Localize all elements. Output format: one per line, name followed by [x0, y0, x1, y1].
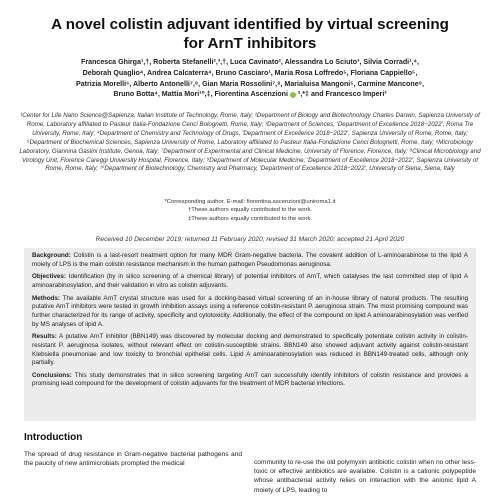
abstract-section-heading: Results: [32, 333, 57, 341]
corresponding-author: *Corresponding author. E-mail: fiorentina.ascenzioni@uniroma1.it [164, 199, 336, 205]
author-line-part: Bruno Botta⁴, Mattia Mori¹⁰,‡, Fiorentina Ascenzioni [113, 90, 288, 99]
abstract-section-text: This study demonstrates that in silico screening targeting ArnT can successfully identify inhibitors of colistin resistance and provides a promising lead compound for the development of colistin adjuvants for the treatment of MDR bacterial infections. [32, 371, 468, 388]
author-line [24, 89, 476, 100]
received-dates: Received 10 December 2019; returned 11 February 2020; revised 31 March 2020; accepted 21 April 2020 [95, 236, 405, 243]
author-line: Francesca Ghirga¹,†, Roberta Stefanelli²,³,†, Luca Cavinato², Alessandra Lo Sciuto³, Silvia Corradi¹,⁴, [81, 58, 419, 66]
orcid-icon[interactable] [290, 92, 296, 98]
equal-contribution-note: †These authors equally contributed to the work. [187, 207, 313, 214]
paper-title: A novel colistin adjuvant identified by virtual screening for ArnT inhibitors [51, 16, 449, 52]
abstract-section-text: Colistin is a last-resort treatment option for many MDR Gram-negative bacteria. The covalent addition of L-aminoarabinose to the lipid A moiety of LPS is the main colistin resistance mechanism in the human pathogen Pseudomonas aeruginosa. [32, 252, 469, 268]
correspondence-block [60, 198, 440, 223]
abstract-box [24, 248, 476, 421]
abstract-conclusions [32, 372, 468, 389]
abstract-section-heading: Background: [32, 252, 71, 259]
intro-paragraph-right: community to re-use the old polymyxin antibiotic colistin when no other less-toxic or effective antibiotics are available. Colistin is a cationic polypeptide whose antibacterial activity relies on interaction with the anionic lipid A moiety of LPS, leading to [254, 459, 476, 494]
abstract-section-text: A putative ArnT inhibitor (BBN149) was discovered by molecular docking and demonstrated to specifically potentiate colistin activity in colistin-resistant P. aeruginosa isolates, without relevant effect on colistin-susceptible strains. BBN149 also showed adjuvant activity against colistin-resistant Klebsiella pneumoniae and low toxicity to bronchial epithelial cells. Lipid A aminoarabinosylation was reduced in BBN149-treated cells, although only partially. [32, 333, 469, 367]
affiliations: ¹Center for Life Nano Science@Sapienza, Italian Institute of Technology, Rome, Italy; ²Department of Biology and Biotechnology Charles Darwin, Sapienza University of Rome, Laboratory affiliated to Pasteur Italia-Fondazione Cenci Bolognetti, Rome, Italy; ³Department of Sciences, 'Department of Excellence 2018−2022', Roma Tre University, Rome, Italy; ⁴Department of Chemistry and Technology of Drugs, 'Department of Excellence 2018−2022', Sapienza University of Rome, Rome, Italy; ⁵Department of Biochemical Sciences, Sapienza University of Rome, Laboratory affiliated to Pasteur Italia-Fondazione Cenci Bolognetti, Rome, Italy; ⁶Microbiology Laboratory, Giannina Gaslini Institute, Genoa, Italy; ⁷Department of Experimental and Clinical Medicine, University of Florence, Florence, Italy; ⁸Clinical Microbiology and Virology Unit, Florence Careggi University Hospital, Florence, Italy; ⁹Department of Molecular Medicine, 'Department of Excellence 2018−2022', Sapienza University of Rome, Rome, Italy; ¹⁰Department of Biotechnology, Chemistry and Pharmacy, 'Department of Excellence 2018−2022', University of Siena, Siena, Italy [19, 112, 481, 173]
abstract-results [32, 333, 468, 367]
author-line-part: ²,*‡ and Francesco Imperi³ [297, 90, 387, 99]
abstract-section-text: Identification (by in silico screening of a chemical library) of potential inhibitors of ArnT, which catalyses the last committed step of lipid A aminoarabinosylation, and their validation in vitro as colistin adjuvants. [32, 273, 469, 289]
equal-contribution-note: ‡These authors equally contributed to the work. [187, 215, 313, 222]
abstract-methods [32, 295, 468, 329]
intro-paragraph-left: The spread of drug resistance in Gram-negative bacterial pathogens and the paucity of new antimicrobials prompted the medical [24, 451, 242, 468]
author-line: Deborah Quaglio⁴, Andrea Calcaterra⁴, Bruno Casciaro¹, Maria Rosa Loffredo⁵, Floriana Cappiello⁵, [82, 68, 418, 77]
abstract-section-heading: Objectives: [32, 273, 66, 281]
section-heading-introduction: Introduction [24, 432, 83, 443]
author-line: Patrizia Morelli⁶, Alberto Antonelli⁷,⁸, Gian Maria Rossolini⁷,⁸, Marialuisa Mangoni⁵, Carmine Mancone⁹, [76, 79, 424, 88]
abstract-section-text: The available ArnT crystal structure was used for a docking-based virtual screening of an in-house library of natural products. The resulting putative ArnT inhibitors were tested in growth inhibition assays using a reference colistin-resistant P. aeruginosa strain. The most promising compound was further characterized for its range of activity, specificity and cytotoxicity. Additionally, the effect of the compound on lipid A aminoarabinosylation was verified by MS analyses of lipid A. [32, 294, 469, 328]
author-list [24, 57, 476, 100]
abstract-section-heading: Methods: [32, 294, 60, 302]
abstract-section-heading: Conclusions: [32, 371, 72, 379]
abstract-objectives [32, 273, 468, 290]
abstract-background [32, 252, 468, 269]
